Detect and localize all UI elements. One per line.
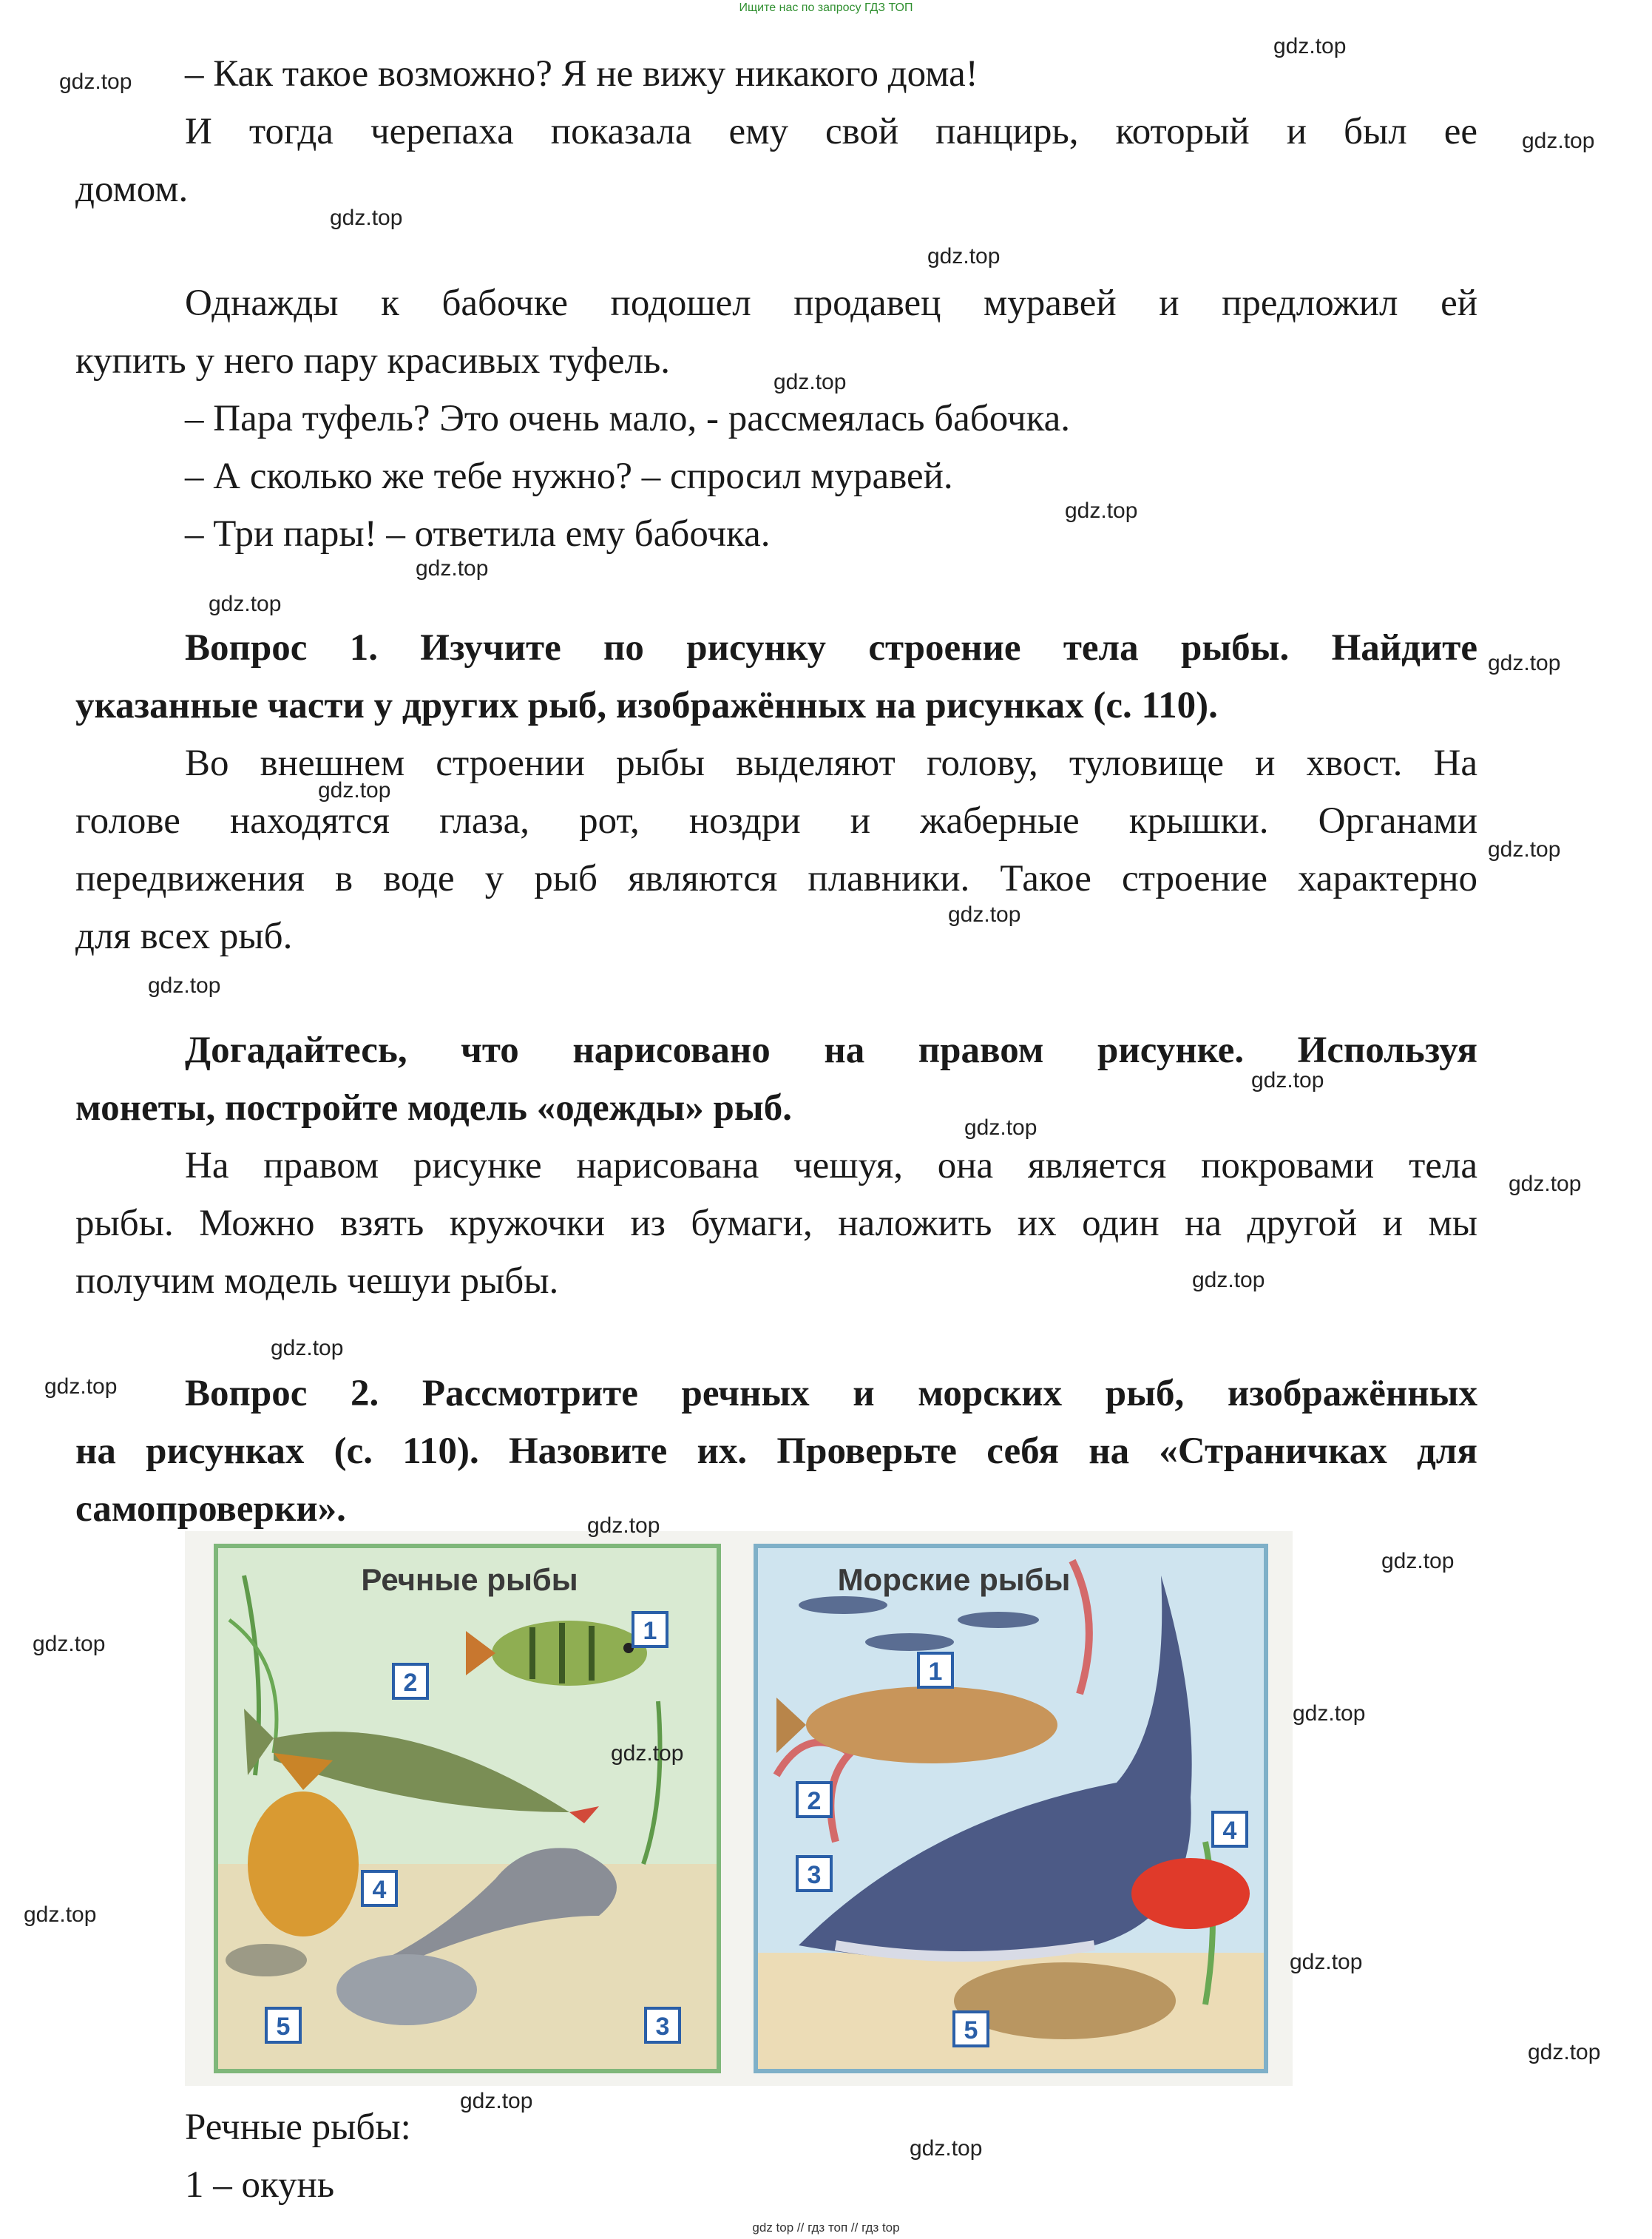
watermark: gdz.top (330, 206, 403, 230)
sea-number-2: 2 (807, 1787, 822, 1815)
watermark: gdz.top (1509, 1172, 1582, 1196)
watermark: gdz.top (44, 1374, 118, 1399)
story2-line3: – Пара туфель? Это очень мало, - рассмеялась бабочка. (185, 398, 1070, 439)
watermark: gdz.top (773, 370, 847, 394)
sea-fish-panel (756, 1546, 1266, 2071)
watermark: gdz.top (910, 2136, 983, 2161)
sea-panel-title: Морские рыбы (837, 1562, 1071, 1597)
sea-number-5: 5 (964, 2016, 978, 2044)
q2-heading-line2: на рисунках (с. 110). Назовите их. Проверьте себя на «Страничках для (75, 1431, 1477, 1472)
q1-heading-line2: указанные части у других рыб, изображённых на рисунках (с. 110). (75, 685, 1218, 726)
fish-illustration (185, 1531, 1293, 2086)
watermark: gdz.top (1293, 1701, 1366, 1726)
watermark: gdz.top (209, 592, 282, 616)
watermark: gdz.top (1251, 1068, 1324, 1093)
river-panel-title: Речные рыбы (361, 1562, 578, 1597)
q1-answer-line4: для всех рыб. (75, 916, 293, 957)
watermark: gdz.top (460, 2089, 533, 2113)
river-number-2: 2 (403, 1669, 418, 1697)
watermark: gdz.top (948, 902, 1021, 927)
sea-number-3: 3 (807, 1861, 822, 1889)
story2-line5: – Три пары! – ответила ему бабочка. (185, 513, 771, 555)
bottom-banner: gdz top // гдз топ // гдз top (752, 2221, 900, 2235)
watermark: gdz.top (1192, 1268, 1265, 1292)
watermark: gdz.top (1273, 34, 1347, 58)
watermark: gdz.top (59, 70, 132, 94)
watermark: gdz.top (1488, 837, 1561, 862)
story1-line3: домом. (75, 169, 189, 210)
sea-number-4: 4 (1222, 1817, 1237, 1845)
watermark: gdz.top (1065, 499, 1138, 523)
q1-answer-line1: Во внешнем строении рыбы выделяют голову, туловище и хвост. На (185, 743, 1477, 784)
watermark: gdz.top (33, 1632, 106, 1656)
watermark: gdz.top (587, 1513, 660, 1538)
q1b-answer-line1: На правом рисунке нарисована чешуя, она является покровами тела (185, 1145, 1477, 1186)
watermark: gdz.top (1522, 129, 1595, 153)
story2-line1: Однажды к бабочке подошел продавец муравей и предложил ей (185, 283, 1477, 324)
story1-line1: – Как такое возможно? Я не вижу никакого дома! (185, 53, 978, 95)
watermark: gdz.top (271, 1336, 344, 1360)
watermark: gdz.top (148, 973, 221, 998)
watermark: gdz.top (24, 1902, 97, 1927)
story1-line2: И тогда черепаха показала ему свой панцирь, который и был ее (185, 111, 1477, 152)
q1b-answer-line2: рыбы. Можно взять кружочки из бумаги, наложить их один на другой и мы (75, 1203, 1477, 1244)
q2-answer-line1: Речные рыбы: (185, 2107, 411, 2148)
river-number-4: 4 (372, 1876, 387, 1904)
watermark: gdz.top (1381, 1549, 1455, 1573)
river-number-3: 3 (655, 2013, 670, 2041)
q2-answer-line2: 1 – окунь (185, 2164, 335, 2206)
q1b-answer-line3: получим модель чешуи рыбы. (75, 1260, 559, 1302)
river-number-1: 1 (643, 1617, 657, 1645)
q1-answer-line2: голове находятся глаза, рот, ноздри и жаберные крышки. Органами (75, 800, 1477, 842)
q1b-heading-line2: монеты, постройте модель «одежды» рыб. (75, 1087, 792, 1129)
watermark: gdz.top (1528, 2040, 1601, 2064)
river-fish-panel (216, 1546, 719, 2071)
q1-answer-line3: передвижения в воде у рыб являются плавники. Такое строение характерно (75, 858, 1477, 899)
story2-line4: – А сколько же тебе нужно? – спросил муравей. (185, 456, 953, 497)
sea-number-1: 1 (928, 1658, 943, 1686)
watermark: gdz.top (318, 778, 391, 803)
watermark: gdz.top (416, 556, 489, 581)
watermark: gdz.top (964, 1115, 1037, 1140)
watermark: gdz.top (1488, 651, 1561, 675)
top-banner: Ищите нас по запросу ГДЗ ТОП (739, 1, 913, 14)
watermark: gdz.top (611, 1741, 684, 1766)
watermark: gdz.top (1290, 1950, 1363, 1974)
story2-line2: купить у него пару красивых туфель. (75, 340, 670, 382)
q1-heading-line1: Вопрос 1. Изучите по рисунку строение тела рыбы. Найдите (185, 627, 1477, 669)
q2-heading-line3: самопроверки». (75, 1488, 346, 1530)
q2-heading-line1: Вопрос 2. Рассмотрите речных и морских рыб, изображённых (185, 1373, 1477, 1414)
watermark: gdz.top (927, 244, 1001, 269)
q1b-heading-line1: Догадайтесь, что нарисовано на правом рисунке. Используя (185, 1030, 1477, 1071)
river-number-5: 5 (276, 2013, 291, 2041)
